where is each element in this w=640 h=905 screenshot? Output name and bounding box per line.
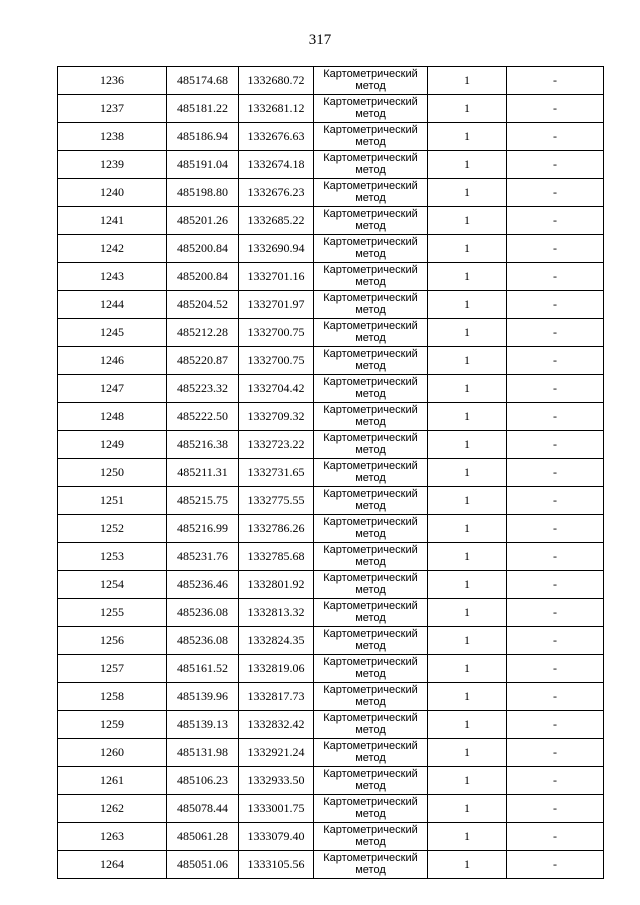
y-coordinate-cell: 1332786.26	[239, 515, 314, 543]
table-row	[58, 823, 604, 851]
method-line-1: Картометрический	[323, 124, 418, 136]
x-coordinate-cell: 485215.75	[167, 487, 239, 515]
method-line-2: метод	[355, 864, 386, 876]
x-coordinate-cell: 485216.38	[167, 431, 239, 459]
point-number-cell: 1247	[58, 375, 167, 403]
method-line-1: Картометрический	[323, 516, 418, 528]
method-line-1: Картометрический	[323, 152, 418, 164]
y-coordinate-cell: 1332819.06	[239, 655, 314, 683]
x-coordinate-cell: 485236.08	[167, 599, 239, 627]
method-cell	[314, 95, 428, 123]
note-cell: -	[507, 459, 604, 487]
point-number-cell: 1240	[58, 179, 167, 207]
point-number-cell: 1264	[58, 851, 167, 879]
table-row	[58, 67, 604, 95]
method-line-1: Картометрический	[323, 572, 418, 584]
y-coordinate-cell: 1332700.75	[239, 319, 314, 347]
method-line-1: Картометрический	[323, 376, 418, 388]
method-line-1: Картометрический	[323, 544, 418, 556]
count-cell: 1	[428, 851, 507, 879]
method-cell	[314, 375, 428, 403]
method-line-1: Картометрический	[323, 684, 418, 696]
method-line-2: метод	[355, 220, 386, 232]
x-coordinate-cell: 485131.98	[167, 739, 239, 767]
note-cell: -	[507, 851, 604, 879]
method-line-2: метод	[355, 696, 386, 708]
table-row	[58, 319, 604, 347]
method-line-2: метод	[355, 444, 386, 456]
point-number-cell: 1255	[58, 599, 167, 627]
note-cell: -	[507, 431, 604, 459]
point-number-cell: 1249	[58, 431, 167, 459]
point-number-cell: 1257	[58, 655, 167, 683]
table-row	[58, 459, 604, 487]
point-number-cell: 1260	[58, 739, 167, 767]
method-line-1: Картометрический	[323, 320, 418, 332]
note-cell: -	[507, 347, 604, 375]
note-cell: -	[507, 795, 604, 823]
method-line-2: метод	[355, 640, 386, 652]
table-row	[58, 487, 604, 515]
method-line-2: метод	[355, 416, 386, 428]
x-coordinate-cell: 485220.87	[167, 347, 239, 375]
table-row	[58, 795, 604, 823]
x-coordinate-cell: 485211.31	[167, 459, 239, 487]
point-number-cell: 1243	[58, 263, 167, 291]
table-row	[58, 123, 604, 151]
method-line-1: Картометрический	[323, 432, 418, 444]
table-row	[58, 347, 604, 375]
method-line-2: метод	[355, 556, 386, 568]
method-cell	[314, 571, 428, 599]
x-coordinate-cell: 485191.04	[167, 151, 239, 179]
x-coordinate-cell: 485212.28	[167, 319, 239, 347]
count-cell: 1	[428, 431, 507, 459]
table-row	[58, 95, 604, 123]
count-cell: 1	[428, 543, 507, 571]
method-cell	[314, 179, 428, 207]
method-cell	[314, 655, 428, 683]
count-cell: 1	[428, 571, 507, 599]
y-coordinate-cell: 1333079.40	[239, 823, 314, 851]
table-row	[58, 711, 604, 739]
note-cell: -	[507, 543, 604, 571]
method-line-2: метод	[355, 248, 386, 260]
point-number-cell: 1248	[58, 403, 167, 431]
method-line-1: Картометрический	[323, 824, 418, 836]
method-cell	[314, 627, 428, 655]
count-cell: 1	[428, 459, 507, 487]
y-coordinate-cell: 1332690.94	[239, 235, 314, 263]
method-line-1: Картометрический	[323, 852, 418, 864]
method-line-1: Картометрический	[323, 264, 418, 276]
point-number-cell: 1238	[58, 123, 167, 151]
table-row	[58, 515, 604, 543]
x-coordinate-cell: 485051.06	[167, 851, 239, 879]
x-coordinate-cell: 485139.13	[167, 711, 239, 739]
table-body	[58, 67, 604, 879]
method-line-1: Картометрический	[323, 236, 418, 248]
count-cell: 1	[428, 599, 507, 627]
note-cell: -	[507, 151, 604, 179]
method-cell	[314, 263, 428, 291]
table-row	[58, 291, 604, 319]
y-coordinate-cell: 1332676.63	[239, 123, 314, 151]
x-coordinate-cell: 485198.80	[167, 179, 239, 207]
point-number-cell: 1261	[58, 767, 167, 795]
method-cell	[314, 431, 428, 459]
y-coordinate-cell: 1332785.68	[239, 543, 314, 571]
x-coordinate-cell: 485231.76	[167, 543, 239, 571]
count-cell: 1	[428, 179, 507, 207]
count-cell: 1	[428, 823, 507, 851]
y-coordinate-cell: 1332676.23	[239, 179, 314, 207]
y-coordinate-cell: 1333001.75	[239, 795, 314, 823]
note-cell: -	[507, 67, 604, 95]
method-line-1: Картометрический	[323, 712, 418, 724]
x-coordinate-cell: 485200.84	[167, 263, 239, 291]
table-row	[58, 179, 604, 207]
method-line-2: метод	[355, 808, 386, 820]
note-cell: -	[507, 571, 604, 599]
count-cell: 1	[428, 739, 507, 767]
point-number-cell: 1244	[58, 291, 167, 319]
count-cell: 1	[428, 683, 507, 711]
method-line-2: метод	[355, 108, 386, 120]
point-number-cell: 1237	[58, 95, 167, 123]
method-cell	[314, 67, 428, 95]
method-line-1: Картометрический	[323, 460, 418, 472]
table-row	[58, 739, 604, 767]
method-line-2: метод	[355, 752, 386, 764]
method-line-2: метод	[355, 836, 386, 848]
method-cell	[314, 711, 428, 739]
method-line-2: метод	[355, 332, 386, 344]
note-cell: -	[507, 823, 604, 851]
table-row	[58, 263, 604, 291]
method-line-2: метод	[355, 528, 386, 540]
y-coordinate-cell: 1332701.97	[239, 291, 314, 319]
y-coordinate-cell: 1332933.50	[239, 767, 314, 795]
x-coordinate-cell: 485186.94	[167, 123, 239, 151]
x-coordinate-cell: 485061.28	[167, 823, 239, 851]
y-coordinate-cell: 1332817.73	[239, 683, 314, 711]
table-row	[58, 543, 604, 571]
table-row	[58, 151, 604, 179]
page-number: 317	[308, 32, 332, 48]
table-row	[58, 851, 604, 879]
method-cell	[314, 123, 428, 151]
method-line-1: Картометрический	[323, 68, 418, 80]
point-number-cell: 1253	[58, 543, 167, 571]
point-number-cell: 1254	[58, 571, 167, 599]
table-row	[58, 683, 604, 711]
note-cell: -	[507, 263, 604, 291]
table-row	[58, 627, 604, 655]
note-cell: -	[507, 515, 604, 543]
x-coordinate-cell: 485236.46	[167, 571, 239, 599]
count-cell: 1	[428, 627, 507, 655]
count-cell: 1	[428, 487, 507, 515]
note-cell: -	[507, 739, 604, 767]
y-coordinate-cell: 1332813.32	[239, 599, 314, 627]
method-line-2: метод	[355, 192, 386, 204]
note-cell: -	[507, 235, 604, 263]
method-line-1: Картометрический	[323, 796, 418, 808]
x-coordinate-cell: 485174.68	[167, 67, 239, 95]
note-cell: -	[507, 655, 604, 683]
point-number-cell: 1245	[58, 319, 167, 347]
count-cell: 1	[428, 319, 507, 347]
note-cell: -	[507, 123, 604, 151]
method-cell	[314, 851, 428, 879]
count-cell: 1	[428, 207, 507, 235]
method-line-2: метод	[355, 164, 386, 176]
note-cell: -	[507, 319, 604, 347]
method-line-2: метод	[355, 500, 386, 512]
method-line-2: метод	[355, 724, 386, 736]
method-line-2: метод	[355, 780, 386, 792]
method-cell	[314, 151, 428, 179]
note-cell: -	[507, 711, 604, 739]
method-cell	[314, 207, 428, 235]
method-line-1: Картометрический	[323, 404, 418, 416]
method-cell	[314, 403, 428, 431]
note-cell: -	[507, 291, 604, 319]
method-line-1: Картометрический	[323, 628, 418, 640]
note-cell: -	[507, 95, 604, 123]
note-cell: -	[507, 627, 604, 655]
point-number-cell: 1252	[58, 515, 167, 543]
method-line-1: Картометрический	[323, 96, 418, 108]
point-number-cell: 1250	[58, 459, 167, 487]
count-cell: 1	[428, 263, 507, 291]
y-coordinate-cell: 1332700.75	[239, 347, 314, 375]
count-cell: 1	[428, 403, 507, 431]
count-cell: 1	[428, 95, 507, 123]
method-cell	[314, 739, 428, 767]
method-line-2: метод	[355, 668, 386, 680]
count-cell: 1	[428, 151, 507, 179]
x-coordinate-cell: 485201.26	[167, 207, 239, 235]
method-cell	[314, 347, 428, 375]
y-coordinate-cell: 1332801.92	[239, 571, 314, 599]
point-number-cell: 1259	[58, 711, 167, 739]
count-cell: 1	[428, 655, 507, 683]
note-cell: -	[507, 375, 604, 403]
x-coordinate-cell: 485222.50	[167, 403, 239, 431]
count-cell: 1	[428, 767, 507, 795]
method-cell	[314, 599, 428, 627]
point-number-cell: 1246	[58, 347, 167, 375]
point-number-cell: 1251	[58, 487, 167, 515]
method-line-1: Картометрический	[323, 180, 418, 192]
x-coordinate-cell: 485204.52	[167, 291, 239, 319]
table-row	[58, 571, 604, 599]
method-cell	[314, 515, 428, 543]
y-coordinate-cell: 1332723.22	[239, 431, 314, 459]
y-coordinate-cell: 1332709.32	[239, 403, 314, 431]
method-line-2: метод	[355, 472, 386, 484]
method-line-2: метод	[355, 80, 386, 92]
coordinates-table	[57, 66, 604, 879]
count-cell: 1	[428, 795, 507, 823]
method-line-1: Картометрический	[323, 208, 418, 220]
point-number-cell: 1242	[58, 235, 167, 263]
count-cell: 1	[428, 375, 507, 403]
count-cell: 1	[428, 235, 507, 263]
y-coordinate-cell: 1332832.42	[239, 711, 314, 739]
y-coordinate-cell: 1332704.42	[239, 375, 314, 403]
y-coordinate-cell: 1333105.56	[239, 851, 314, 879]
count-cell: 1	[428, 347, 507, 375]
method-cell	[314, 459, 428, 487]
method-line-1: Картометрический	[323, 292, 418, 304]
y-coordinate-cell: 1332921.24	[239, 739, 314, 767]
x-coordinate-cell: 485236.08	[167, 627, 239, 655]
x-coordinate-cell: 485181.22	[167, 95, 239, 123]
note-cell: -	[507, 487, 604, 515]
method-cell	[314, 235, 428, 263]
method-cell	[314, 823, 428, 851]
x-coordinate-cell: 485200.84	[167, 235, 239, 263]
x-coordinate-cell: 485223.32	[167, 375, 239, 403]
y-coordinate-cell: 1332674.18	[239, 151, 314, 179]
method-cell	[314, 543, 428, 571]
method-line-2: метод	[355, 360, 386, 372]
method-cell	[314, 795, 428, 823]
method-cell	[314, 319, 428, 347]
x-coordinate-cell: 485078.44	[167, 795, 239, 823]
y-coordinate-cell: 1332731.65	[239, 459, 314, 487]
y-coordinate-cell: 1332824.35	[239, 627, 314, 655]
y-coordinate-cell: 1332680.72	[239, 67, 314, 95]
count-cell: 1	[428, 711, 507, 739]
table-row	[58, 207, 604, 235]
method-line-2: метод	[355, 276, 386, 288]
y-coordinate-cell: 1332685.22	[239, 207, 314, 235]
method-line-2: метод	[355, 612, 386, 624]
note-cell: -	[507, 683, 604, 711]
method-line-2: метод	[355, 584, 386, 596]
method-line-2: метод	[355, 136, 386, 148]
method-cell	[314, 291, 428, 319]
note-cell: -	[507, 179, 604, 207]
x-coordinate-cell: 485161.52	[167, 655, 239, 683]
point-number-cell: 1258	[58, 683, 167, 711]
method-cell	[314, 767, 428, 795]
note-cell: -	[507, 599, 604, 627]
x-coordinate-cell: 485216.99	[167, 515, 239, 543]
point-number-cell: 1256	[58, 627, 167, 655]
table-row	[58, 767, 604, 795]
table-row	[58, 235, 604, 263]
count-cell: 1	[428, 515, 507, 543]
table-row	[58, 431, 604, 459]
count-cell: 1	[428, 291, 507, 319]
x-coordinate-cell: 485106.23	[167, 767, 239, 795]
x-coordinate-cell: 485139.96	[167, 683, 239, 711]
y-coordinate-cell: 1332681.12	[239, 95, 314, 123]
method-cell	[314, 683, 428, 711]
method-line-1: Картометрический	[323, 488, 418, 500]
note-cell: -	[507, 207, 604, 235]
method-line-1: Картометрический	[323, 768, 418, 780]
count-cell: 1	[428, 123, 507, 151]
method-line-1: Картометрический	[323, 348, 418, 360]
y-coordinate-cell: 1332701.16	[239, 263, 314, 291]
table-row	[58, 375, 604, 403]
point-number-cell: 1241	[58, 207, 167, 235]
method-line-1: Картометрический	[323, 600, 418, 612]
method-cell	[314, 487, 428, 515]
method-line-2: метод	[355, 388, 386, 400]
method-line-1: Картометрический	[323, 656, 418, 668]
y-coordinate-cell: 1332775.55	[239, 487, 314, 515]
method-line-2: метод	[355, 304, 386, 316]
point-number-cell: 1262	[58, 795, 167, 823]
point-number-cell: 1236	[58, 67, 167, 95]
table-row	[58, 599, 604, 627]
method-line-1: Картометрический	[323, 740, 418, 752]
note-cell: -	[507, 767, 604, 795]
table-row	[58, 403, 604, 431]
point-number-cell: 1263	[58, 823, 167, 851]
point-number-cell: 1239	[58, 151, 167, 179]
note-cell: -	[507, 403, 604, 431]
table-row	[58, 655, 604, 683]
count-cell: 1	[428, 67, 507, 95]
